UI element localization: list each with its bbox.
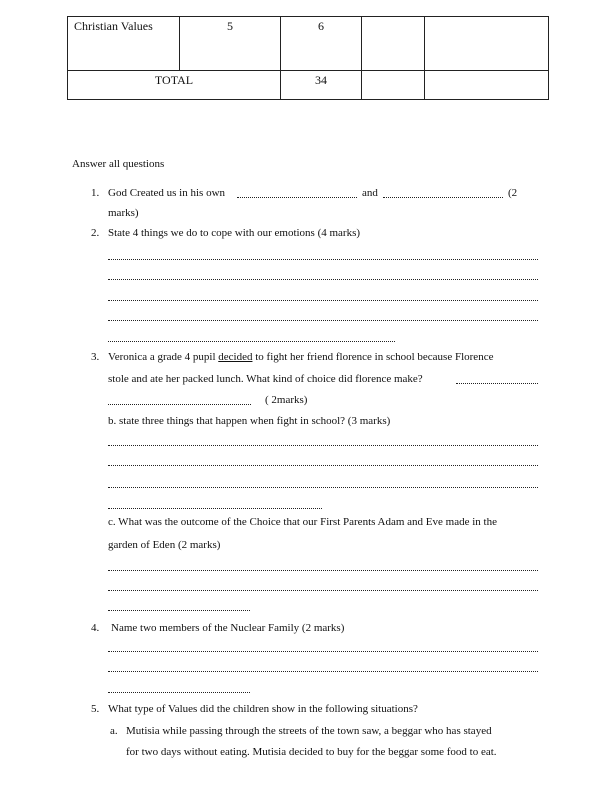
answer-line[interactable] bbox=[108, 487, 538, 488]
total-label: TOTAL bbox=[68, 71, 281, 100]
answer-line[interactable] bbox=[108, 590, 538, 591]
underlined-word: decided bbox=[218, 351, 253, 363]
answer-line[interactable] bbox=[108, 445, 538, 446]
q5-number: 5. bbox=[91, 703, 100, 715]
q3c-text: garden of Eden (2 marks) bbox=[108, 539, 221, 551]
q5a-label: a. bbox=[110, 725, 118, 737]
cell bbox=[362, 71, 425, 100]
answer-line[interactable] bbox=[108, 651, 538, 652]
q3-line1 bbox=[108, 350, 493, 364]
answer-line[interactable] bbox=[108, 508, 322, 509]
q1-number: 1. bbox=[91, 187, 100, 199]
q4-number: 4. bbox=[91, 622, 100, 634]
text: Veronica a grade 4 pupil bbox=[108, 351, 216, 363]
marks-table bbox=[67, 16, 549, 100]
q1-text: and bbox=[362, 187, 378, 199]
q3b-text: b. state three things that happen when fight in school? (3 marks) bbox=[108, 415, 391, 427]
answer-line[interactable] bbox=[108, 465, 538, 466]
cell: 6 bbox=[281, 17, 362, 71]
answer-line[interactable] bbox=[108, 341, 395, 342]
cell: 5 bbox=[180, 17, 281, 71]
answer-line[interactable] bbox=[108, 570, 538, 571]
answer-line[interactable] bbox=[108, 320, 538, 321]
answer-line[interactable] bbox=[108, 279, 538, 280]
q2-text: State 4 things we do to cope with our emotions (4 marks) bbox=[108, 227, 361, 239]
cell bbox=[362, 17, 425, 71]
q3-line2: stole and ate her packed lunch. What kind of choice did florence make? bbox=[108, 373, 423, 385]
q1-marks: (2 bbox=[508, 187, 518, 199]
q3-number: 3. bbox=[91, 351, 100, 363]
answer-line[interactable] bbox=[108, 404, 251, 405]
q5a-text: Mutisia while passing through the streets of the town saw, a beggar who has stayed bbox=[126, 725, 492, 737]
answer-line[interactable] bbox=[108, 692, 250, 693]
answer-line[interactable] bbox=[108, 610, 250, 611]
q1-marks: marks) bbox=[108, 207, 139, 219]
q5a-text: for two days without eating. Mutisia decided to buy for the beggar some food to eat. bbox=[126, 746, 497, 758]
subject-cell: Christian Values bbox=[68, 17, 180, 71]
answer-line[interactable] bbox=[108, 259, 538, 260]
cell bbox=[425, 17, 549, 71]
q1-text: God Created us in his own bbox=[108, 187, 226, 199]
answer-line[interactable] bbox=[456, 383, 538, 384]
answer-line[interactable] bbox=[108, 300, 538, 301]
total-value: 34 bbox=[281, 71, 362, 100]
q5-text: What type of Values did the children show in the following situations? bbox=[108, 703, 418, 715]
text: to fight her friend florence in school because Florence bbox=[255, 351, 494, 363]
q3c-text: c. What was the outcome of the Choice that our First Parents Adam and Eve made in the bbox=[108, 516, 497, 528]
q4-text: Name two members of the Nuclear Family (2 marks) bbox=[111, 622, 345, 634]
answer-line[interactable] bbox=[237, 197, 357, 198]
answer-line[interactable] bbox=[383, 197, 503, 198]
q3-marks: ( 2marks) bbox=[265, 394, 308, 406]
q2-number: 2. bbox=[91, 227, 100, 239]
instructions: Answer all questions bbox=[72, 158, 165, 170]
answer-line[interactable] bbox=[108, 671, 538, 672]
cell bbox=[425, 71, 549, 100]
